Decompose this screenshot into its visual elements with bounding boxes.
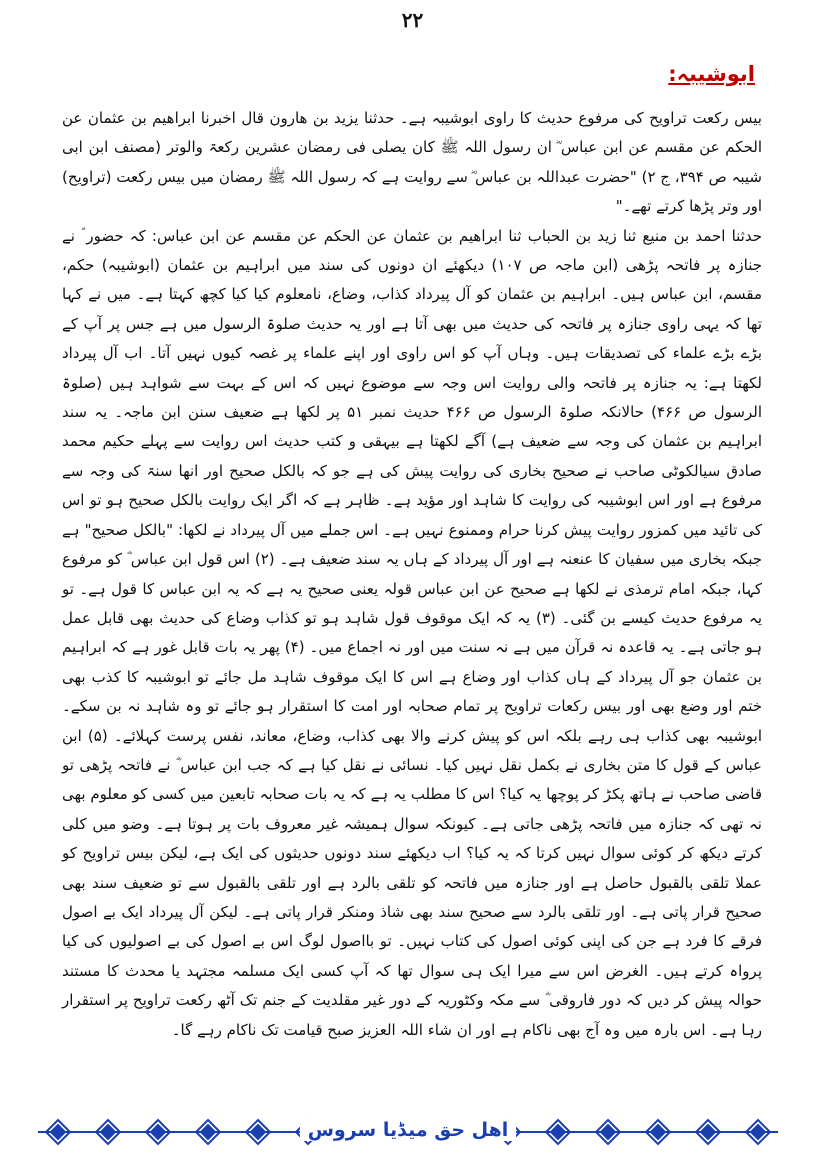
paragraph: حدثنا احمد بن منیع ثنا زید بن الحباب ثنا ابراھیم بن عثمان عن الحکم عن مقسم عن ابن عباس: کہ حضور ؐ نے جنازہ پر فاتحہ پڑھی (ابن ماجہ ص ۱۰۷) دیکھئے ان دونوں کی سند میں ابراہیم بن عثمان (ابوشیبہ) حکم، مقسم، ابن عباس ہیں۔ ابراہیم بن عثمان کو آل پیرداد کذاب، وضاع، نامعلوم کیا کیا کچھ کہتا ہے۔ میں نے کہا تھا کہ یہی راوی جنازہ پر فاتحہ کی حدیث میں بھی آتا ہے اور یہ حدیث صلوۃ الرسول میں ہے جس پر آپ کے بڑے بڑے علماء کی تصدیقات ہیں۔ وہاں آپ کو اس راوی اور اپنے علماء پر غصہ کیوں نہیں آتا۔ اب آل پیرداد لکھتا ہے: یہ جنازہ پر فاتحہ والی روایت اس وجہ سے موضوع نہیں کہ اس کے بہت سے شواہد ہیں (صلوۃ الرسول ص ۴۶۶) حالانکہ صلوۃ الرسول ص ۴۶۶ حدیث نمبر ۵۱ پر لکھا ہے ضعیف سنن ابن ماجہ۔ یہ سند ابراہیم بن عثمان کی وجہ سے ضعیف ہے) آگے لکھتا ہے بیہقی و کتب حدیث اس روایت سے پہلے حکیم محمد صادق سیالکوٹی صاحب نے صحیح بخاری کی روایت پیش کی ہے جو کہ بالکل صحیح اور انھا سنۃ کی وجہ سے مرفوع ہے اور اس ابوشیبہ کی روایت کا شاہد اور مؤید ہے۔ ظاہر ہے کہ اگر ایک روایت بالکل صحیح ہو تو اس کی تائید میں کمزور روایت پیش کرنا حرام وممنوع نہیں ہے۔ اس جملے میں آل پیرداد نے لکھا: "بالکل صحیح" ہے جبکہ بخاری میں سفیان کا عنعنہ ہے اور آل پیرداد کے ہاں یہ سند ضعیف ہے۔ (۲) اس قول ابن عباس ؓ کو مرفوع کہا، جبکہ امام ترمذی نے لکھا ہے صحیح عن ابن عباس قولہ یعنی صحیح یہ ہے کہ یہ ابن عباس کا قول ہے۔ تو یہ مرفوع حدیث کیسے بن گئی۔ (۳) یہ کہ ایک موقوف قول شاہد ہو تو کذاب وضاع کی حدیث بھی قابل عمل ہو جاتی ہے۔ یہ قاعدہ نہ قرآن میں ہے نہ سنت میں اور نہ اجماع میں۔ (۴) پھر یہ بات قابل غور ہے کہ ابراہیم بن عثمان جو آل پیرداد کے ہاں کذاب اور وضاع ہے اس کا ایک موقوف شاہد مل جائے تو ابوشیبہ کا کذب بھی ختم اور وضع بھی اور بیس رکعات تراویح پر تمام صحابہ اور امت کا استقرار ہو جائے تو وہ شاہد نہ بن سکے۔ ابوشیبہ بھی کذاب ہی رہے بلکہ اس کو پیش کرنے والا بھی کذاب، وضاع، معاند، نفس پرست کہلائے۔ (۵) ابن عباس کے قول کا متن بخاری نے بکمل نقل نہیں کیا۔ نسائی نے نقل کیا ہے کہ جب ابن عباس ؓ نے فاتحہ پڑھی تو قاضی صاحب نے ہاتھ پکڑ کر پوچھا یہ کیا؟ اس کا مطلب یہ ہے کہ یہ بات صحابہ تابعین میں کسی کو معلوم بھی نہ تھی کہ جنازہ میں فاتحہ پڑھی جاتی ہے۔ کیونکہ سوال ہمیشہ غیر معروف بات پر ہوتا ہے۔ وضو میں کلی کرتے دیکھ کر کوئی سوال نہیں کرتا کہ یہ کیا؟ اب دیکھئے سند دونوں حدیثوں کی ایک ہے، لیکن بیس تراویح کو عملا تلقی بالقبول حاصل ہے اور جنازہ میں فاتحہ کو تلقی بالرد ہے اور تلقی بالقبول سے تو ضعیف سند بھی صحیح قرار پاتی ہے۔ اور تلقی بالرد سے صحیح سند بھی شاذ ومنکر قرار پاتی ہے۔ لیکن آل پیرداد ایک بے اصول فرقے کا فرد ہے جن کی اپنی کوئی اصول کی کتاب نہیں۔ تو بااصول لوگ اس بے اصول کی بے اصولیوں کی کیا پرواہ کرتے ہیں۔ الغرض اس سے میرا ایک ہی سوال تھا کہ آپ کسی ایک مسلمہ مجتہد یا محدث کا مستند حوالہ پیش کر دیں کہ دور فاروقی ؓ سے مکہ وکٹوریہ کے دور غیر مقلدیت کے جنم تک آٹھ رکعت تراویح پر استقرار رہا ہے۔ اس بارہ میں وہ آج بھی ناکام ہے اور ان شاء اللہ العزیز صبح قیامت تک ناکام رہے گا۔ [62,226,763,1039]
footer-label [38,1119,778,1141]
footer-label-text: اھل حق میڈیا سروس [300,1119,517,1141]
page-number: ۲۲ [401,8,424,32]
paragraph: بیس رکعت تراویح کی مرفوع حدیث کا راوی ابوشیبہ ہے۔ حدثنا یزید بن ھارون قال اخبرنا ابراھیم بن عثمان عن الحکم عن مقسم عن ابن عباس ؓ ان رسول اللہ ﷺ کان یصلی فی رمضان عشرین رکعۃ والوتر (مصنف ابن ابی شیبہ ص ۳۹۴، ج ۲) "حضرت عبداللہ بن عباس ؓ سے روایت ہے کہ رسول اللہ ﷺ رمضان میں بیس رکعت (تراویح) اور وتر پڑھا کرتے تھے۔" [62,109,762,216]
article-body [62,104,762,1045]
section-heading: ابوشیبہ: [668,62,755,86]
footer-ornament [38,1115,778,1149]
